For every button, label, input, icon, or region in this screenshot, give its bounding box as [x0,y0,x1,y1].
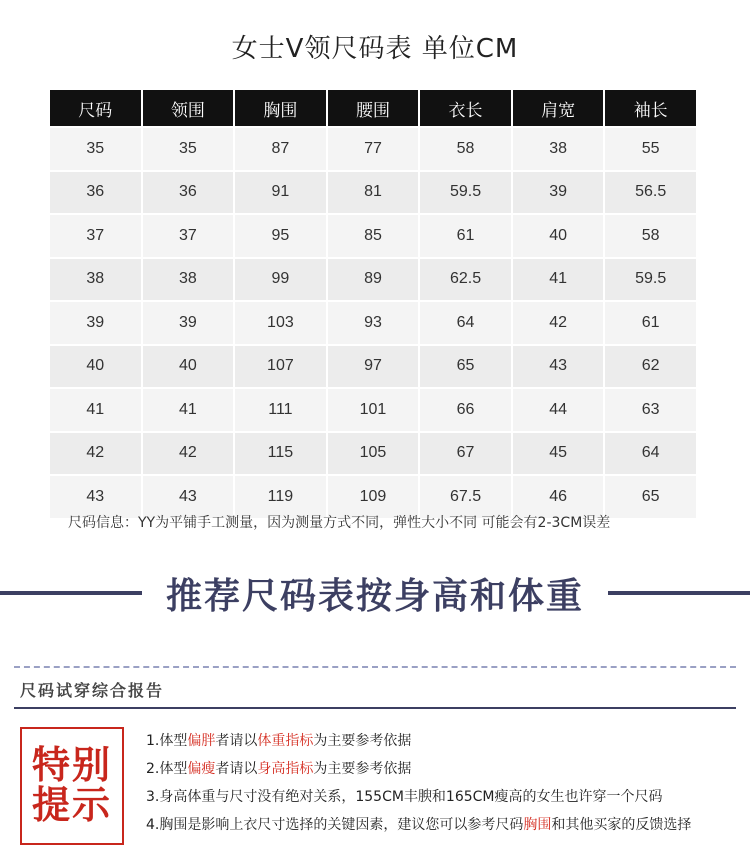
table-row [50,172,696,214]
tip-1-highlight-b: 体重指标 [257,733,314,749]
table-cell: 62 [605,346,696,388]
table-cell: 91 [235,172,326,214]
table-cell: 39 [50,302,141,344]
tip-1-text-c: 为主要参考依据 [313,733,412,749]
tip-1-text-a: 1.体型 [146,733,188,749]
table-cell: 105 [328,433,419,475]
table-body [50,128,696,518]
table-cell: 56.5 [605,172,696,214]
table-cell: 45 [513,433,604,475]
tip-1-highlight-a: 偏胖 [187,733,216,749]
table-row [50,302,696,344]
tip-2-text-c: 为主要参考依据 [313,761,412,777]
measurement-note: 尺码信息：YY为平铺手工测量，因为测量方式不同，弹性大小不同 可能会有2-3CM误差 [68,515,611,531]
page-title: 女士V领尺码表 单位CM [231,34,519,64]
header-size: 尺码 [50,90,141,126]
table-cell: 62.5 [420,259,511,301]
table-cell: 44 [513,389,604,431]
table-cell: 41 [50,389,141,431]
tip-2-text-b: 者请以 [215,761,258,777]
table-row [50,128,696,170]
table-cell: 93 [328,302,419,344]
table-cell: 77 [328,128,419,170]
table-cell: 36 [143,172,234,214]
table-cell: 61 [605,302,696,344]
header-sleeve: 袖长 [605,90,696,126]
header-chest: 胸围 [235,90,326,126]
recommend-banner: 推荐尺码表按身高和体重 [165,576,584,617]
tip-4-text-a: 4.胸围是影响上衣尺寸选择的关键因素，建议您可以参考尺码 [146,817,524,833]
table-cell: 40 [143,346,234,388]
tips-list [146,731,691,843]
table-cell: 66 [420,389,511,431]
table-cell: 64 [605,433,696,475]
table-cell: 41 [143,389,234,431]
table-cell: 59.5 [605,259,696,301]
table-row [50,433,696,475]
table-cell: 43 [513,346,604,388]
table-cell: 109 [328,476,419,518]
tip-4 [146,815,691,843]
table-cell: 35 [50,128,141,170]
table-cell: 65 [420,346,511,388]
table-cell: 103 [235,302,326,344]
header-length: 衣长 [420,90,511,126]
table-cell: 36 [50,172,141,214]
table-cell: 63 [605,389,696,431]
table-cell: 89 [328,259,419,301]
table-cell: 87 [235,128,326,170]
report-title: 尺码试穿综合报告 [20,681,165,700]
table-cell: 43 [50,476,141,518]
table-cell: 97 [328,346,419,388]
table-cell: 38 [513,128,604,170]
table-cell: 55 [605,128,696,170]
table-row [50,346,696,388]
special-line-1: 特别 [31,743,112,788]
tip-4-text-b: 和其他买家的反馈选择 [551,817,692,833]
header-shoulder: 肩宽 [513,90,604,126]
tip-2 [146,759,691,787]
table-cell: 107 [235,346,326,388]
tip-1 [146,731,691,759]
report-divider [14,707,736,709]
table-cell: 81 [328,172,419,214]
special-line-2: 提示 [31,783,112,827]
table-cell: 67 [420,433,511,475]
table-cell: 37 [143,215,234,257]
table-cell: 95 [235,215,326,257]
tip-2-highlight-a: 偏瘦 [187,761,216,777]
size-chart-table [48,88,698,520]
table-row [50,259,696,301]
table-cell: 43 [143,476,234,518]
table-cell: 39 [143,302,234,344]
table-row [50,215,696,257]
table-cell: 101 [328,389,419,431]
tip-3: 3.身高体重与尺寸没有绝对关系，155CM丰腴和165CM瘦高的女生也许穿一个尺码 [146,789,663,805]
tip-2-text-a: 2.体型 [146,761,188,777]
dashed-divider [14,666,736,668]
table-cell: 119 [235,476,326,518]
table-cell: 99 [235,259,326,301]
banner-line-right [608,591,750,595]
tip-1-text-b: 者请以 [215,733,258,749]
special-notice-box [20,727,124,845]
table-cell: 42 [50,433,141,475]
table-cell: 42 [513,302,604,344]
table-cell: 59.5 [420,172,511,214]
table-cell: 42 [143,433,234,475]
table-cell: 39 [513,172,604,214]
header-waist: 腰围 [328,90,419,126]
table-cell: 46 [513,476,604,518]
table-header-row [50,90,696,126]
tip-4-highlight: 胸围 [523,817,552,833]
table-cell: 35 [143,128,234,170]
table-cell: 85 [328,215,419,257]
header-neck: 领围 [143,90,234,126]
table-cell: 58 [420,128,511,170]
banner-line-left [0,591,142,595]
table-cell: 41 [513,259,604,301]
table-cell: 65 [605,476,696,518]
table-cell: 61 [420,215,511,257]
table-cell: 40 [50,346,141,388]
table-cell: 38 [143,259,234,301]
table-cell: 115 [235,433,326,475]
table-cell: 64 [420,302,511,344]
table-cell: 111 [235,389,326,431]
table-cell: 40 [513,215,604,257]
table-cell: 38 [50,259,141,301]
table-cell: 58 [605,215,696,257]
tip-2-highlight-b: 身高指标 [257,761,314,777]
table-cell: 67.5 [420,476,511,518]
table-row [50,389,696,431]
table-cell: 37 [50,215,141,257]
